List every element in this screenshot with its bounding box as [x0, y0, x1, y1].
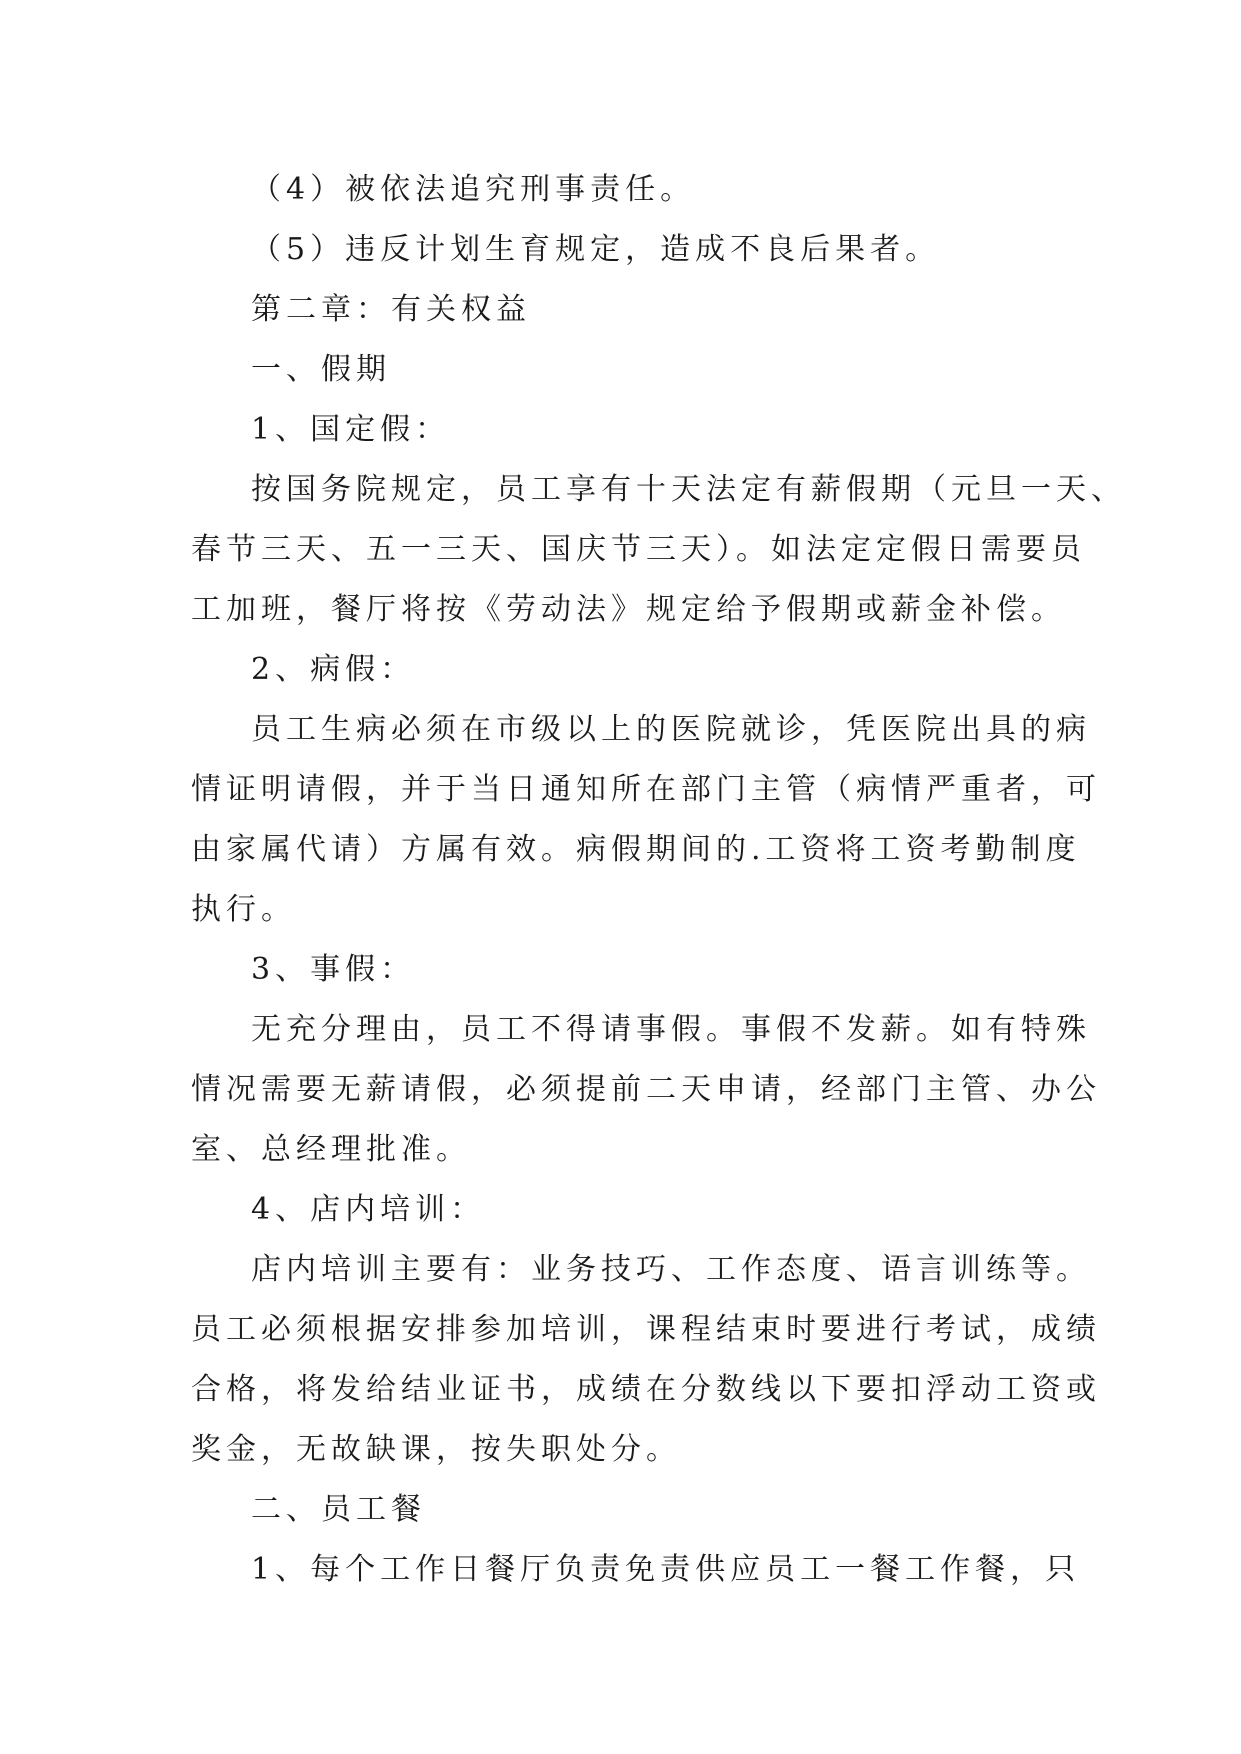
- paragraph-item-4: [191, 160, 1061, 220]
- text-line: 春节三天、五一三天、国庆节三天）。如法定定假日需要员: [191, 532, 1086, 567]
- paragraph-sick-leave: [191, 700, 1101, 940]
- paragraph-public-holidays: [191, 460, 1126, 640]
- text-line: （4）被依法追究刑事责任。: [251, 172, 696, 207]
- text-line: 第二章：有关权益: [251, 292, 531, 327]
- text-line: 员工必须根据安排参加培训，课程结束时要进行考试，成绩: [191, 1312, 1101, 1347]
- chapter-heading: [191, 280, 1061, 340]
- paragraph-item-5: [191, 220, 1061, 280]
- subheading-personal-leave: [191, 940, 1061, 1000]
- text-line: 2、病假：: [251, 652, 416, 687]
- paragraph-staff-meals: [191, 1540, 1081, 1600]
- paragraph-in-store-training: [191, 1240, 1101, 1480]
- text-line: 3、事假：: [251, 952, 416, 987]
- text-line: 情证明请假，并于当日通知所在部门主管（病情严重者，可: [191, 772, 1101, 807]
- text-line: 1、国定假：: [251, 412, 451, 447]
- text-line: 二、员工餐: [251, 1492, 426, 1527]
- subheading-sick-leave: [191, 640, 1061, 700]
- text-line: 店内培训主要有：业务技巧、工作态度、语言训练等。: [251, 1252, 1091, 1287]
- document-body: [191, 160, 1126, 1600]
- text-line: 一、假期: [251, 352, 391, 387]
- paragraph-personal-leave: [191, 1000, 1101, 1180]
- text-line: 4、店内培训：: [251, 1192, 486, 1227]
- section-heading-holidays: [191, 340, 1061, 400]
- text-line: 执行。: [191, 892, 296, 927]
- text-line: 1、每个工作日餐厅负责免责供应员工一餐工作餐，只: [251, 1552, 1081, 1587]
- text-line: 由家属代请）方属有效。病假期间的.工资将工资考勤制度: [191, 832, 1081, 867]
- subheading-public-holidays: [191, 400, 1061, 460]
- text-line: 按国务院规定，员工享有十天法定有薪假期（元旦一天、: [251, 472, 1126, 507]
- text-line: 情况需要无薪请假，必须提前二天申请，经部门主管、办公: [191, 1072, 1101, 1107]
- text-line: 奖金，无故缺课，按失职处分。: [191, 1432, 681, 1467]
- text-line: 无充分理由，员工不得请事假。事假不发薪。如有特殊: [251, 1012, 1091, 1047]
- section-heading-staff-meals: [191, 1480, 1061, 1540]
- text-line: （5）违反计划生育规定，造成不良后果者。: [251, 232, 941, 267]
- text-line: 工加班，餐厅将按《劳动法》规定给予假期或薪金补偿。: [191, 592, 1066, 627]
- text-line: 合格，将发给结业证书，成绩在分数线以下要扣浮动工资或: [191, 1372, 1101, 1407]
- subheading-in-store-training: [191, 1180, 1061, 1240]
- text-line: 室、总经理批准。: [191, 1132, 471, 1167]
- text-line: 员工生病必须在市级以上的医院就诊，凭医院出具的病: [251, 712, 1091, 747]
